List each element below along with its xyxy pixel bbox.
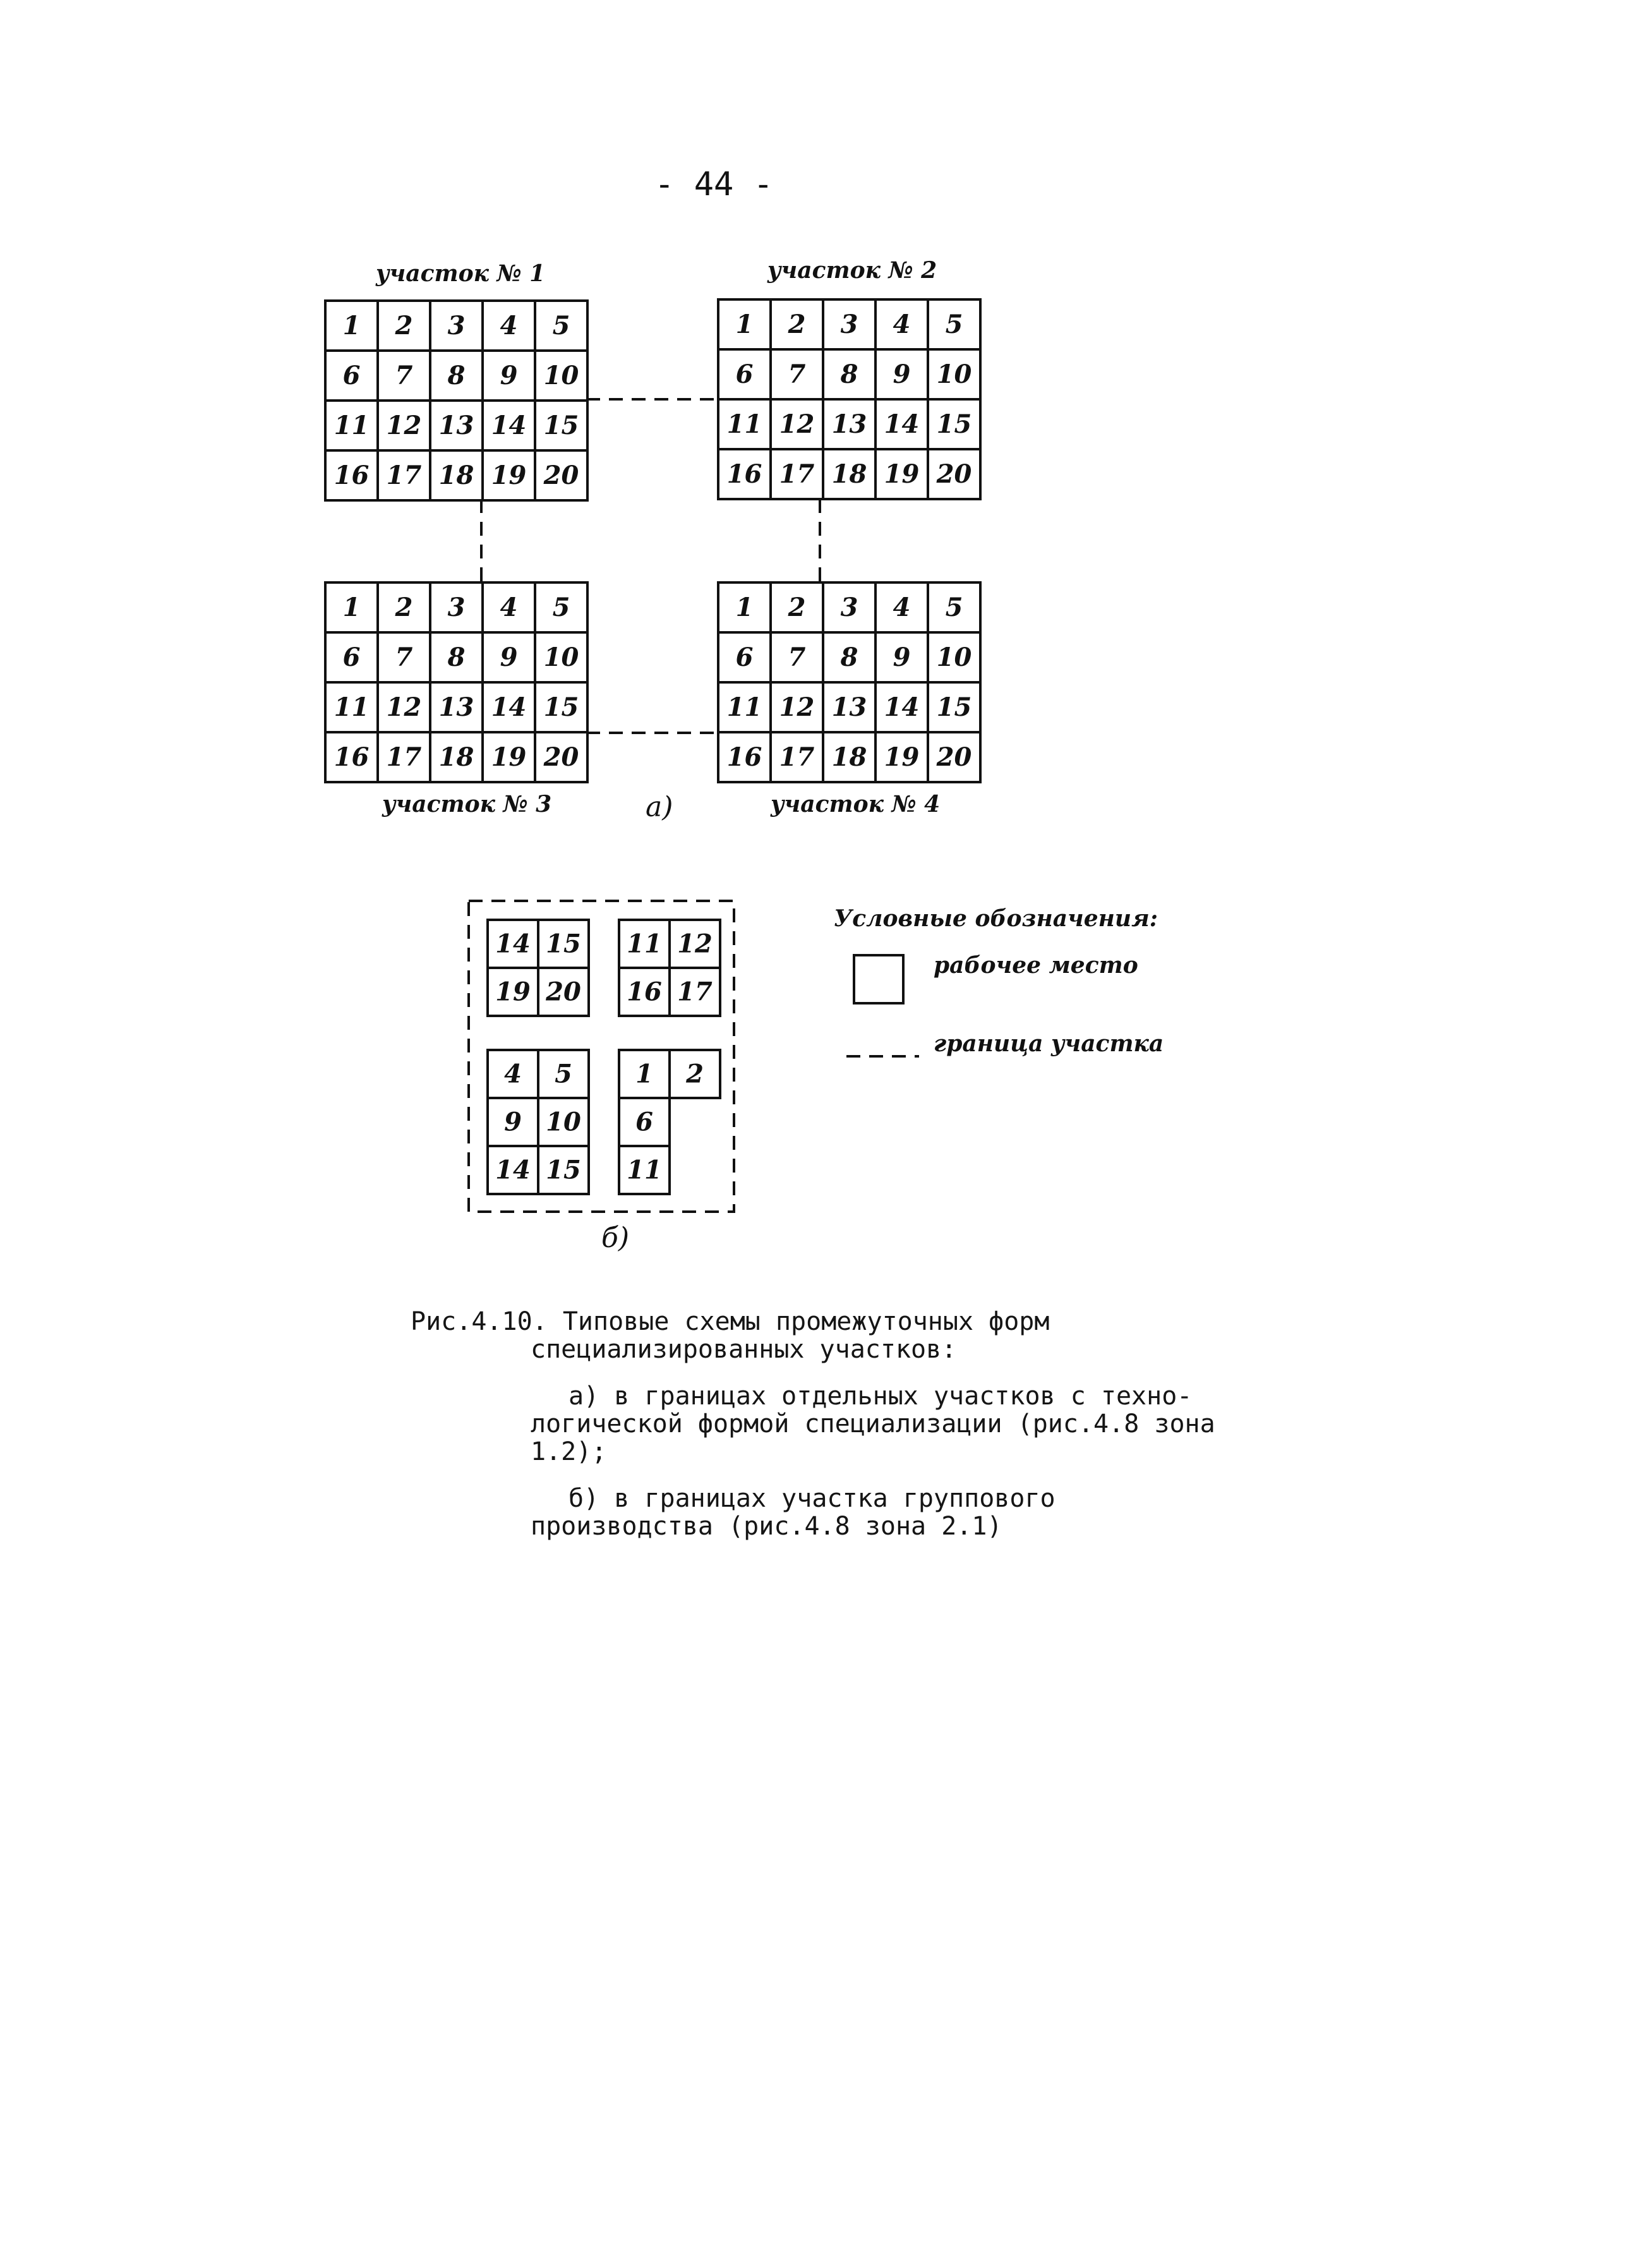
workplace-number: 10 [543, 361, 579, 390]
workplace-number: 15 [936, 692, 972, 722]
workplace-number: 8 [840, 642, 858, 672]
workplace-number: 5 [945, 593, 963, 622]
workplace-number: 17 [779, 742, 815, 772]
panel-b [469, 901, 734, 1254]
workplace-number: 20 [936, 742, 972, 772]
panel-b-group-2 [619, 920, 720, 1016]
workplace-number: 5 [552, 593, 570, 622]
workplace-number: 6 [342, 642, 361, 672]
workplace-number: 18 [438, 742, 474, 772]
workplace-number: 14 [495, 1155, 531, 1185]
workplace-number: 11 [334, 692, 370, 722]
workplace-number: 6 [735, 359, 754, 389]
section-2-grid [718, 299, 980, 499]
workplace-number: 3 [840, 310, 858, 339]
workplace-number: 12 [386, 411, 422, 440]
workplace-number: 12 [386, 692, 422, 722]
workplace-number: 14 [884, 692, 920, 722]
workplace-number: 13 [438, 692, 474, 722]
workplace-number: 15 [543, 692, 579, 722]
workplace-number: 11 [726, 409, 762, 439]
workplace-number: 17 [386, 742, 422, 772]
workplace-number: 18 [438, 461, 474, 490]
workplace-number: 20 [546, 977, 581, 1007]
workplace-number: 2 [686, 1059, 704, 1089]
workplace-number: 7 [788, 642, 806, 672]
workplace-number: 2 [395, 593, 413, 622]
workplace-number: 16 [726, 742, 762, 772]
section-3-grid [325, 582, 587, 782]
panel-b-group-3 [488, 1050, 589, 1194]
workplace-number: 17 [386, 461, 422, 490]
caption-title-line-1: Рис.4.10. Типовые схемы промежуточных форм [411, 1307, 1050, 1336]
workplace-number: 1 [342, 311, 361, 341]
panel-b-group-1 [488, 920, 589, 1016]
workplace-number: 8 [447, 361, 466, 390]
panel-b-group-4 [619, 1050, 720, 1194]
workplace-number: 16 [726, 459, 762, 489]
workplace-number: 9 [893, 642, 911, 672]
workplace-number: 3 [840, 593, 858, 622]
workplace-number: 1 [735, 310, 754, 339]
workplace-number: 10 [936, 642, 972, 672]
workplace-number: 5 [945, 310, 963, 339]
workplace-number: 9 [500, 361, 518, 390]
workplace-number: 14 [884, 409, 920, 439]
workplace-number: 11 [334, 411, 370, 440]
workplace-number: 15 [546, 1155, 581, 1185]
workplace-number: 16 [334, 742, 370, 772]
workplace-number: 9 [500, 642, 518, 672]
workplace-number: 15 [546, 929, 581, 959]
workplace-number: 17 [779, 459, 815, 489]
workplace-number: 19 [491, 461, 527, 490]
workplace-number: 9 [504, 1107, 522, 1137]
caption-title-line-2: специализированных участков: [531, 1335, 957, 1364]
workplace-number: 7 [395, 642, 413, 672]
caption-item-b: б) в границах участка группового производства (рис.4.8 зона 2.1) [531, 1484, 1056, 1541]
workplace-number: 4 [500, 593, 518, 622]
panel-b-label: б) [601, 1222, 630, 1254]
workplace-number: 8 [840, 359, 858, 389]
workplace-number: 14 [495, 929, 531, 959]
legend [834, 905, 1164, 1057]
workplace-number: 7 [395, 361, 413, 390]
workplace-number: 1 [735, 593, 754, 622]
workplace-number: 10 [936, 359, 972, 389]
workplace-number: 5 [552, 311, 570, 341]
workplace-number: 10 [546, 1107, 581, 1137]
section-1-grid [325, 301, 587, 500]
workplace-number: 12 [779, 409, 815, 439]
caption-item-a: а) в границах отдельных участков с техно-логической формой специализации (рис.4.8 зона 1.2); [531, 1382, 1215, 1466]
workplace-number: 18 [831, 742, 867, 772]
workplace-number: 16 [334, 461, 370, 490]
workplace-number: 20 [936, 459, 972, 489]
workplace-number: 19 [884, 459, 920, 489]
workplace-number: 19 [491, 742, 527, 772]
section-1-label: участок № 1 [376, 260, 546, 287]
workplace-number: 20 [543, 742, 579, 772]
workplace-number: 3 [447, 311, 466, 341]
workplace-number: 1 [635, 1059, 653, 1089]
workplace-number: 13 [831, 409, 867, 439]
page-number: - 44 - [654, 166, 773, 203]
workplace-number: 6 [342, 361, 361, 390]
workplace-number: 7 [788, 359, 806, 389]
legend-workplace-label: рабочее место [934, 952, 1138, 979]
section-2-label: участок № 2 [767, 257, 937, 284]
section-3-label: участок № 3 [382, 791, 552, 817]
panel-a-label: а) [646, 791, 673, 823]
workplace-number: 16 [627, 977, 662, 1007]
workplace-number: 1 [342, 593, 361, 622]
workplace-number: 6 [635, 1107, 653, 1137]
workplace-number: 4 [893, 593, 911, 622]
legend-workplace-symbol [854, 955, 903, 1003]
workplace-number: 11 [627, 929, 662, 959]
workplace-number: 4 [504, 1059, 522, 1089]
section-4-label: участок № 4 [771, 791, 941, 817]
workplace-number: 8 [447, 642, 466, 672]
workplace-number: 20 [543, 461, 579, 490]
legend-boundary-label: граница участка [934, 1030, 1164, 1057]
workplace-number: 9 [893, 359, 911, 389]
workplace-number: 4 [500, 311, 518, 341]
workplace-number: 2 [788, 593, 806, 622]
legend-title: Условные обозначения: [834, 905, 1158, 932]
section-4-grid [718, 582, 980, 782]
workplace-number: 17 [677, 977, 713, 1007]
workplace-number: 3 [447, 593, 466, 622]
workplace-number: 19 [884, 742, 920, 772]
workplace-number: 13 [438, 411, 474, 440]
workplace-number: 15 [936, 409, 972, 439]
workplace-number: 4 [893, 310, 911, 339]
workplace-number: 11 [726, 692, 762, 722]
workplace-number: 14 [491, 411, 527, 440]
workplace-number: 5 [555, 1059, 572, 1089]
workplace-number: 6 [735, 642, 754, 672]
workplace-number: 11 [627, 1155, 662, 1185]
workplace-number: 12 [779, 692, 815, 722]
workplace-number: 13 [831, 692, 867, 722]
workplace-number: 18 [831, 459, 867, 489]
workplace-number: 19 [495, 977, 531, 1007]
workplace-number: 15 [543, 411, 579, 440]
workplace-number: 12 [677, 929, 713, 959]
figure-caption [411, 1308, 1232, 1540]
workplace-number: 10 [543, 642, 579, 672]
workplace-number: 14 [491, 692, 527, 722]
workplace-number: 2 [395, 311, 413, 341]
workplace-number: 2 [788, 310, 806, 339]
